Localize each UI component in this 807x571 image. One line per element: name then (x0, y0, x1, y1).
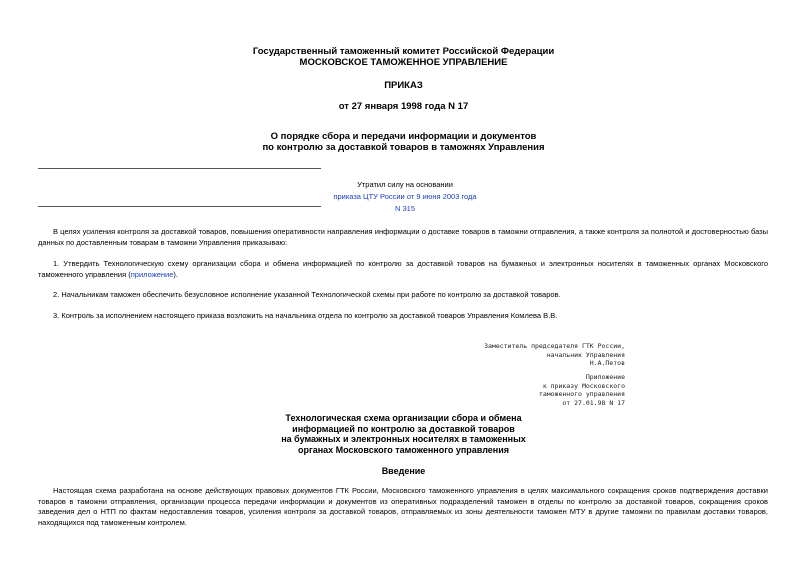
lost-force-link[interactable]: приказа ЦТУ России от 9 июня 2003 года N 315 (333, 192, 477, 213)
intro-paragraph: В целях усиления контроля за доставкой товаров, повышения оперативности направления информации о доставке товаров в таможни отправления, а также контроля за полнотой и достоверностью базы данных по доставленным товарам в таможни Управления приказываю: (38, 227, 768, 247)
issuer-line-2: МОСКОВСКОЕ ТАМОЖЕННОЕ УПРАВЛЕНИЕ (299, 57, 508, 68)
issuer-block (0, 46, 807, 68)
lost-force-note (330, 179, 480, 215)
doc-date-number: от 27 января 1998 года N 17 (338, 101, 469, 112)
doc-title-line-2: по контролю за доставкой товаров в таможнях Управления (262, 142, 545, 153)
order-item-1 (38, 259, 768, 280)
appendix-line-2: к приказу Московского (542, 381, 625, 390)
divider-top (38, 168, 321, 169)
appendix-line-4: от 27.01.98 N 17 (562, 398, 625, 407)
signature-line-1: Заместитель председателя ГТК России, (484, 342, 625, 350)
order-item-1-text: 1. Утвердить Технологическую схему организации сбора и обмена информацией по контролю за доставкой товаров на бумажных и электронных носителях в таможенных органах Московского таможенного управления ( (38, 259, 768, 279)
signature-line-2: начальник Управления (546, 350, 625, 359)
appendix-reference (380, 373, 625, 407)
doc-title (0, 131, 807, 153)
scheme-title-line-3: на бумажных и электронных носителях в таможенных (281, 434, 526, 444)
lost-force-text: Утратил силу на основании (357, 180, 453, 189)
doc-title-line-1: О порядке сбора и передачи информации и документов (270, 131, 537, 142)
scheme-title-line-1: Технологическая схема организации сбора и обмена (285, 413, 522, 423)
scheme-intro-paragraph: Настоящая схема разработана на основе действующих правовых документов ГТК России, Московского таможенного управления в целях максимального сокращения сроков подтверждения доставки товаров в таможни отправления, организации процесса передачи информации и документов из оперативных подразделений таможен в отделы по контролю за доставкой товаров, сокращения сроков заведения дел о НТП по фактам недоставления товаров, усиления контроля за доставкой товаров, отправляемых из зоны деятельности таможен МТУ в другие таможни по правилам доставки товаров, находящихся под таможенным контролем. (38, 486, 768, 527)
divider-bottom (38, 206, 321, 207)
order-item-2: 2. Начальникам таможен обеспечить безусловное исполнение указанной Технологической схемы при работе по контролю за доставкой товаров. (53, 290, 561, 299)
appendix-line-1: Приложение (585, 373, 625, 381)
appendix-line-3: таможенного управления (538, 390, 625, 398)
issuer-line-1: Государственный таможенный комитет Российской Федерации (252, 46, 555, 57)
appendix-link[interactable]: приложение (130, 269, 174, 279)
scheme-title (0, 413, 807, 455)
scheme-title-line-2: информацией по контролю за доставкой товаров (292, 423, 515, 434)
signature-block (380, 342, 625, 368)
order-item-1-tail: ). (173, 269, 178, 279)
signature-line-3: Н.А.Петов (589, 359, 625, 367)
scheme-title-line-4: органах Московского таможенного управления (297, 444, 510, 455)
section-heading: Введение (381, 466, 426, 476)
order-item-3: 3. Контроль за исполнением настоящего приказа возложить на начальника отдела по контролю за доставкой товаров Управления Комлева В.В. (53, 311, 558, 320)
doc-type: ПРИКАЗ (384, 80, 423, 91)
